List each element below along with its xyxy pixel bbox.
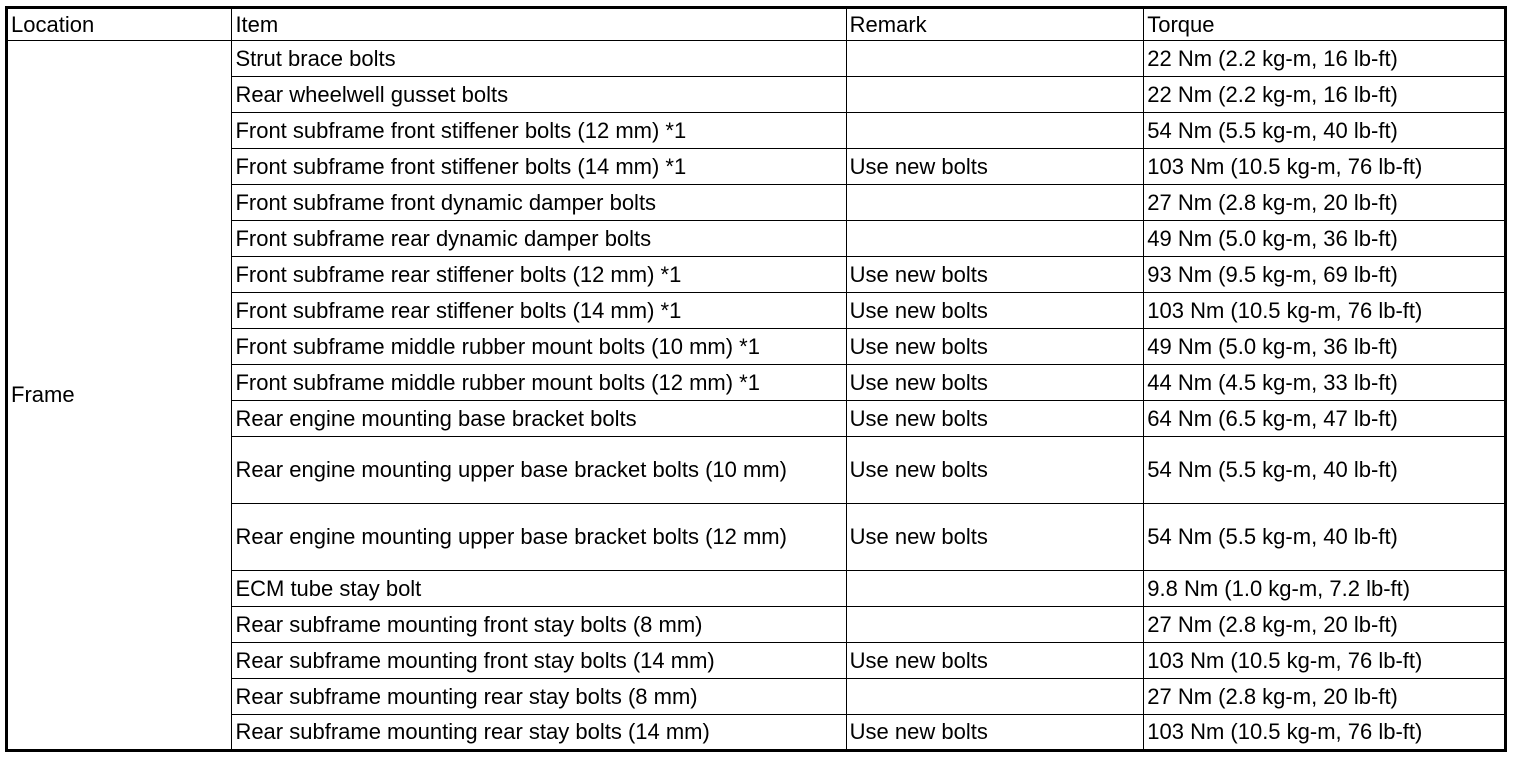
table-row — [7, 221, 1506, 257]
table-row — [7, 77, 1506, 113]
header-torque: Torque — [1144, 8, 1506, 41]
table-body — [7, 41, 1506, 751]
table-row — [7, 504, 1506, 571]
remark-cell — [846, 113, 1144, 149]
item-cell: Front subframe rear stiffener bolts (12 mm) *1 — [232, 257, 846, 293]
table-row — [7, 113, 1506, 149]
item-cell: Rear engine mounting upper base bracket bolts (12 mm) — [232, 504, 846, 571]
remark-cell: Use new bolts — [846, 437, 1144, 504]
remark-cell — [846, 679, 1144, 715]
item-cell: Rear engine mounting upper base bracket bolts (10 mm) — [232, 437, 846, 504]
item-cell: Rear wheelwell gusset bolts — [232, 77, 846, 113]
torque-cell: 22 Nm (2.2 kg-m, 16 lb-ft) — [1144, 77, 1506, 113]
torque-cell: 27 Nm (2.8 kg-m, 20 lb-ft) — [1144, 607, 1506, 643]
table-row — [7, 185, 1506, 221]
remark-cell: Use new bolts — [846, 365, 1144, 401]
table-row — [7, 571, 1506, 607]
remark-cell — [846, 77, 1144, 113]
table-row — [7, 257, 1506, 293]
table-row — [7, 329, 1506, 365]
remark-cell: Use new bolts — [846, 643, 1144, 679]
torque-cell: 93 Nm (9.5 kg-m, 69 lb-ft) — [1144, 257, 1506, 293]
remark-cell: Use new bolts — [846, 329, 1144, 365]
table-row — [7, 293, 1506, 329]
location-cell: Frame — [7, 41, 232, 751]
table-row — [7, 401, 1506, 437]
table-row — [7, 149, 1506, 185]
torque-cell: 49 Nm (5.0 kg-m, 36 lb-ft) — [1144, 329, 1506, 365]
table-row — [7, 437, 1506, 504]
torque-cell: 103 Nm (10.5 kg-m, 76 lb-ft) — [1144, 149, 1506, 185]
remark-cell: Use new bolts — [846, 257, 1144, 293]
item-cell: Strut brace bolts — [232, 41, 846, 77]
remark-cell — [846, 607, 1144, 643]
torque-cell: 103 Nm (10.5 kg-m, 76 lb-ft) — [1144, 293, 1506, 329]
torque-cell: 103 Nm (10.5 kg-m, 76 lb-ft) — [1144, 643, 1506, 679]
torque-cell: 27 Nm (2.8 kg-m, 20 lb-ft) — [1144, 185, 1506, 221]
table-row — [7, 643, 1506, 679]
header-item: Item — [232, 8, 846, 41]
torque-cell: 54 Nm (5.5 kg-m, 40 lb-ft) — [1144, 437, 1506, 504]
table-row — [7, 607, 1506, 643]
header-remark: Remark — [846, 8, 1144, 41]
torque-cell: 64 Nm (6.5 kg-m, 47 lb-ft) — [1144, 401, 1506, 437]
remark-cell — [846, 41, 1144, 77]
item-cell: Rear subframe mounting front stay bolts (8 mm) — [232, 607, 846, 643]
table-row — [7, 715, 1506, 751]
item-cell: Front subframe front stiffener bolts (14 mm) *1 — [232, 149, 846, 185]
table-row — [7, 41, 1506, 77]
remark-cell: Use new bolts — [846, 715, 1144, 751]
header-location: Location — [7, 8, 232, 41]
torque-cell: 27 Nm (2.8 kg-m, 20 lb-ft) — [1144, 679, 1506, 715]
header-row — [7, 8, 1506, 41]
item-cell: ECM tube stay bolt — [232, 571, 846, 607]
table-row — [7, 365, 1506, 401]
remark-cell — [846, 185, 1144, 221]
torque-cell: 44 Nm (4.5 kg-m, 33 lb-ft) — [1144, 365, 1506, 401]
remark-cell: Use new bolts — [846, 401, 1144, 437]
item-cell: Front subframe middle rubber mount bolts (10 mm) *1 — [232, 329, 846, 365]
item-cell: Front subframe rear stiffener bolts (14 mm) *1 — [232, 293, 846, 329]
item-cell: Rear engine mounting base bracket bolts — [232, 401, 846, 437]
item-cell: Rear subframe mounting front stay bolts (14 mm) — [232, 643, 846, 679]
remark-cell — [846, 221, 1144, 257]
torque-cell: 54 Nm (5.5 kg-m, 40 lb-ft) — [1144, 113, 1506, 149]
remark-cell: Use new bolts — [846, 149, 1144, 185]
torque-cell: 22 Nm (2.2 kg-m, 16 lb-ft) — [1144, 41, 1506, 77]
remark-cell: Use new bolts — [846, 504, 1144, 571]
item-cell: Rear subframe mounting rear stay bolts (14 mm) — [232, 715, 846, 751]
torque-specification-table — [5, 6, 1507, 752]
torque-cell: 54 Nm (5.5 kg-m, 40 lb-ft) — [1144, 504, 1506, 571]
remark-cell — [846, 571, 1144, 607]
table-row — [7, 679, 1506, 715]
item-cell: Rear subframe mounting rear stay bolts (8 mm) — [232, 679, 846, 715]
torque-cell: 9.8 Nm (1.0 kg-m, 7.2 lb-ft) — [1144, 571, 1506, 607]
torque-cell: 49 Nm (5.0 kg-m, 36 lb-ft) — [1144, 221, 1506, 257]
item-cell: Front subframe front dynamic damper bolts — [232, 185, 846, 221]
torque-cell: 103 Nm (10.5 kg-m, 76 lb-ft) — [1144, 715, 1506, 751]
item-cell: Front subframe middle rubber mount bolts (12 mm) *1 — [232, 365, 846, 401]
item-cell: Front subframe rear dynamic damper bolts — [232, 221, 846, 257]
item-cell: Front subframe front stiffener bolts (12 mm) *1 — [232, 113, 846, 149]
remark-cell: Use new bolts — [846, 293, 1144, 329]
